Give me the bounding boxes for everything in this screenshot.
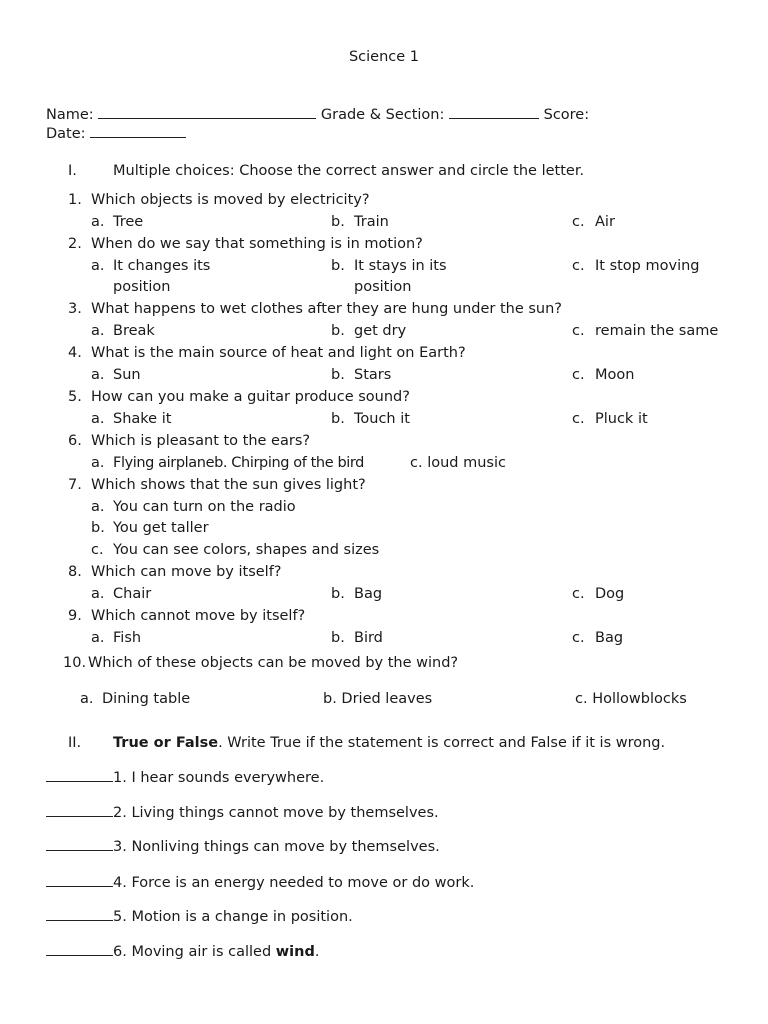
choice-b-letter: b. [331, 411, 345, 427]
choice-c-letter: c. [572, 411, 585, 427]
choice-c-text: Moon [595, 367, 635, 383]
choice-a-text: Dining table [102, 691, 191, 707]
choice-c-letter: c. [572, 630, 585, 646]
choice-c-letter: c. [572, 367, 585, 383]
choice-a-letter: a. [91, 455, 105, 471]
choice-b-text: Touch it [354, 411, 410, 427]
choice-a-text: Break [113, 323, 155, 339]
question-text: Which cannot move by itself? [91, 608, 306, 624]
choice-b-letter: b. [331, 367, 345, 383]
grade-label: Grade & Section: [320, 107, 445, 123]
choice-b-text-cont: position [354, 279, 412, 295]
part2-instruction: . Write True if the statement is correct and False if it is wrong. [218, 735, 666, 751]
part2-heading: True or False [113, 735, 219, 751]
choice-c-text: Pluck it [595, 411, 648, 427]
choice-a-letter: a. [91, 411, 105, 427]
choice-c-letter: c. [572, 258, 585, 274]
answer-blank[interactable] [46, 836, 113, 851]
date-field[interactable] [90, 123, 186, 138]
tf-item-bold: wind [275, 944, 315, 960]
choice-b-text: Stars [354, 367, 392, 383]
question-text: When do we say that something is in motion? [91, 236, 423, 252]
part1-numeral: I. [68, 163, 77, 179]
choice-a-text: Fish [113, 630, 142, 646]
choice-a-text: Shake it [113, 411, 172, 427]
choice-c-letter: c. [572, 214, 585, 230]
question-number: 10. [63, 655, 87, 671]
choice-b-letter: b. [331, 323, 345, 339]
choice-c-letter: c. [91, 542, 104, 558]
choice-b-text: b. Dried leaves [323, 691, 433, 707]
choice-a-letter: a. [91, 586, 105, 602]
question-text: Which is pleasant to the ears? [91, 433, 311, 449]
choice-c-text: It stop moving [595, 258, 700, 274]
choice-c-letter: c. [572, 323, 585, 339]
answer-blank[interactable] [46, 872, 113, 887]
question-number: 7. [68, 477, 82, 493]
choice-a-letter: a. [91, 214, 105, 230]
choice-a-letter: a. [80, 691, 94, 707]
tf-item-text: 3. Nonliving things can move by themselves. [113, 839, 440, 855]
choice-c-text: Bag [595, 630, 624, 646]
part2-instruction-line [113, 733, 665, 753]
part2-numeral: II. [68, 735, 82, 751]
header-line [46, 104, 589, 125]
choice-b-text: You get taller [113, 520, 209, 536]
choice-a-letter: a. [91, 323, 105, 339]
question-text: Which shows that the sun gives light? [91, 477, 366, 493]
choice-c-text: Dog [595, 586, 625, 602]
tf-item-text: 2. Living things cannot move by themselves. [113, 805, 439, 821]
tf-item [46, 836, 440, 857]
date-line [46, 123, 186, 144]
answer-blank[interactable] [46, 941, 113, 956]
choice-b-text: Train [354, 214, 389, 230]
question-number: 3. [68, 301, 82, 317]
tf-item-text: 5. Motion is a change in position. [113, 909, 353, 925]
choice-b-text: Bird [354, 630, 383, 646]
choice-a-letter: a. [91, 630, 105, 646]
choice-b-text: get dry [354, 323, 407, 339]
choice-b-letter: b. [91, 520, 105, 536]
choice-c-text: c. loud music [410, 455, 506, 471]
question-number: 1. [68, 192, 82, 208]
choice-b-letter: b. [331, 586, 345, 602]
score-label: Score: [543, 107, 590, 123]
tf-item [46, 767, 324, 788]
choice-c-text: remain the same [595, 323, 719, 339]
choice-a-text: Chair [113, 586, 152, 602]
choice-a-text: Tree [113, 214, 144, 230]
question-text: What happens to wet clothes after they are hung under the sun? [91, 301, 562, 317]
tf-item [46, 872, 474, 893]
question-text: Which of these objects can be moved by the wind? [88, 655, 459, 671]
choice-ab-text: Flying airplaneb. Chirping of the bird [113, 455, 364, 471]
tf-item-text: 1. I hear sounds everywhere. [113, 770, 325, 786]
choice-a-letter: a. [91, 258, 105, 274]
question-number: 2. [68, 236, 82, 252]
choice-a-letter: a. [91, 367, 105, 383]
tf-item-end: . [314, 944, 320, 960]
choice-a-letter: a. [91, 499, 105, 515]
choice-b-text: Bag [354, 586, 383, 602]
choice-b-letter: b. [331, 214, 345, 230]
choice-a-text: You can turn on the radio [113, 499, 296, 515]
date-label: Date: [46, 126, 86, 142]
question-number: 6. [68, 433, 82, 449]
choice-b-letter: b. [331, 630, 345, 646]
answer-blank[interactable] [46, 802, 113, 817]
page-title: Science 1 [348, 49, 420, 65]
question-text: How can you make a guitar produce sound? [91, 389, 410, 405]
tf-item [46, 906, 353, 927]
question-number: 5. [68, 389, 82, 405]
name-field[interactable] [98, 104, 316, 119]
question-text: What is the main source of heat and light on Earth? [91, 345, 466, 361]
answer-blank[interactable] [46, 767, 113, 782]
choice-a-text-cont: position [113, 279, 171, 295]
choice-c-text: Air [595, 214, 615, 230]
choice-c-letter: c. [572, 586, 585, 602]
answer-blank[interactable] [46, 906, 113, 921]
question-number: 4. [68, 345, 82, 361]
name-label: Name: [46, 107, 94, 123]
part1-instruction: Multiple choices: Choose the correct answer and circle the letter. [113, 163, 585, 179]
question-number: 8. [68, 564, 82, 580]
tf-item [46, 941, 319, 962]
choice-c-text: You can see colors, shapes and sizes [113, 542, 380, 558]
grade-field[interactable] [449, 104, 539, 119]
question-number: 9. [68, 608, 82, 624]
choice-a-text: It changes its [113, 258, 211, 274]
question-text: Which can move by itself? [91, 564, 282, 580]
choice-b-text: It stays in its [354, 258, 447, 274]
choice-c-text: c. Hollowblocks [575, 691, 687, 707]
choice-b-letter: b. [331, 258, 345, 274]
question-text: Which objects is moved by electricity? [91, 192, 370, 208]
choice-a-text: Sun [113, 367, 141, 383]
tf-item-text: 6. Moving air is called [113, 944, 276, 960]
tf-item-text: 4. Force is an energy needed to move or do work. [113, 875, 475, 891]
tf-item [46, 802, 439, 823]
